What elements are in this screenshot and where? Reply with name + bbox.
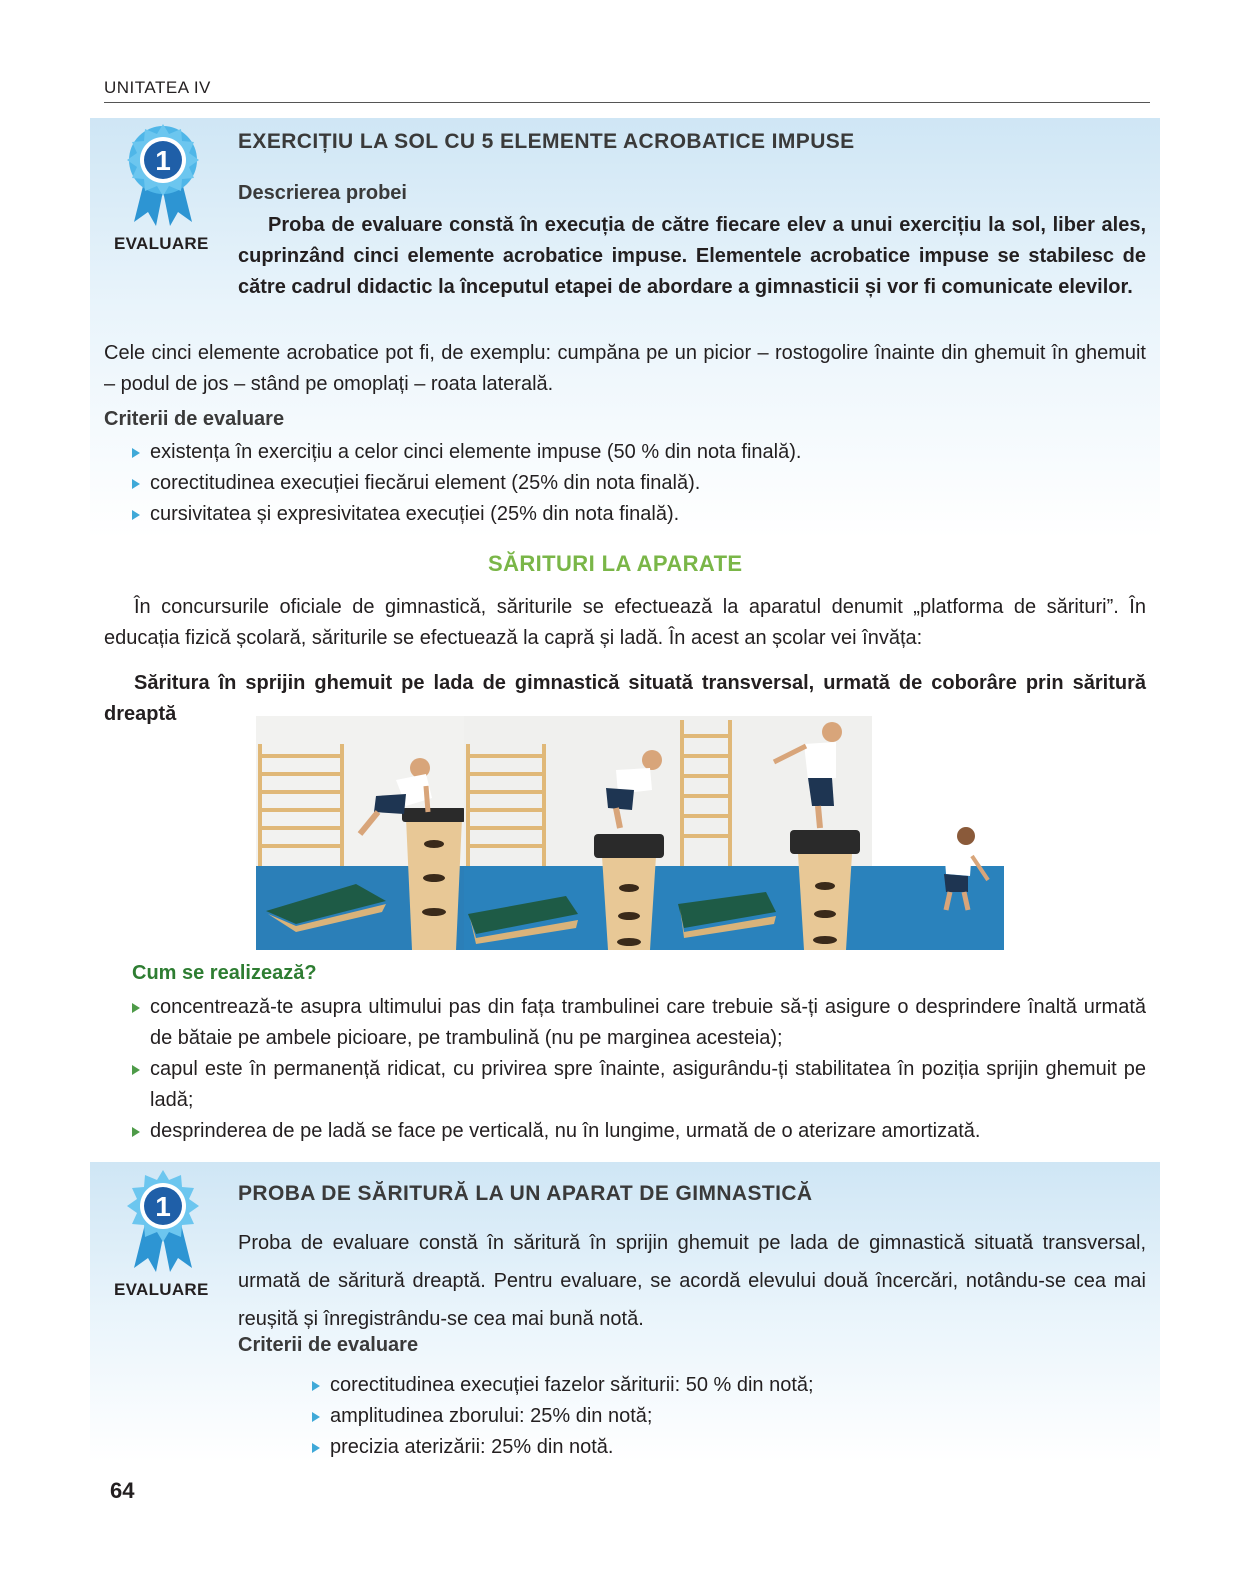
list-item: amplitudinea zborului: 25% din notă;	[312, 1401, 1112, 1432]
list-item: existența în exercițiu a celor cinci elemente impuse (50 % din nota finală).	[132, 437, 1132, 468]
list-item: corectitudinea execuției fazelor săriturii: 50 % din notă;	[312, 1370, 1112, 1401]
section-title-floor: EXERCIȚIU LA SOL CU 5 ELEMENTE ACROBATICE IMPUSE	[238, 130, 855, 153]
bullet-triangle-icon	[312, 1412, 320, 1422]
list-item: capul este în permanență ridicat, cu privirea spre înainte, asigurându-ți stabilitatea în poziția sprijin ghemuit pe ladă;	[132, 1054, 1146, 1116]
criteria-heading: Criterii de evaluare	[238, 1334, 419, 1356]
how-list	[132, 992, 1146, 1147]
description-heading: Descrierea probei	[238, 182, 407, 204]
bullet-triangle-icon	[132, 1065, 140, 1075]
list-item: corectitudinea execuției fiecărui element (25% din nota finală).	[132, 468, 1132, 499]
list-item: desprinderea de pe ladă se face pe verticală, nu în lungime, urmată de o aterizare amortizată.	[132, 1116, 1146, 1147]
jump-test-text: Proba de evaluare constă în săritură în sprijin ghemuit pe lada de gimnastică situată transversal, urmată de săritură dreaptă. Pentru evaluare, se acordă elevului două încercări, notându-se cea mai reușită și înregistrându-se cea mai bună notă.	[238, 1232, 1146, 1330]
bullet-triangle-icon	[132, 448, 140, 458]
list-item: cursivitatea și expresivitatea execuției (25% din nota finală).	[132, 499, 1132, 530]
bullet-triangle-icon	[132, 510, 140, 520]
example-text: Cele cinci elemente acrobatice pot fi, de exemplu: cumpăna pe un picior – rostogolire înainte din ghemuit în ghemuit – podul de jos – stând pe omoplați – roata laterală.	[104, 342, 1146, 395]
page-header	[104, 78, 1150, 103]
criteria-list	[312, 1370, 1112, 1463]
how-heading: Cum se realizează?	[132, 962, 317, 984]
badge-number: 1	[155, 1191, 171, 1222]
list-item: precizia aterizării: 25% din notă.	[312, 1432, 1112, 1463]
jump-title: Săritura în sprijin ghemuit pe lada de gimnastică situată transversal, urmată de coborâre prin săritură dreaptă	[104, 672, 1146, 725]
list-item: concentrează-te asupra ultimului pas din fața trambulinei care trebuie să-ți asigure o desprindere înaltă urmată de bătaie pe ambele picioare, pe trambulină (nu pe marginea acesteia);	[132, 992, 1146, 1054]
bullet-triangle-icon	[312, 1381, 320, 1391]
section-title-jumps: SĂRITURI LA APARATE	[488, 551, 743, 576]
award-ribbon-icon	[124, 1170, 202, 1278]
badge-number: 1	[155, 145, 171, 176]
award-ribbon-icon	[124, 124, 202, 232]
bullet-triangle-icon	[132, 1003, 140, 1013]
badge-label: EVALUARE	[114, 1280, 209, 1299]
criteria-list	[132, 437, 1132, 530]
jump-sequence-photo	[256, 716, 1004, 950]
jumps-intro: În concursurile oficiale de gimnastică, săriturile se efectuează la aparatul denumit „platforma de sărituri”. În educația fizică școlară, săriturile se efectuează la capră și ladă. În acest an școlar vei învăța:	[104, 596, 1146, 649]
section-title-jump-test: PROBA DE SĂRITURĂ LA UN APARAT DE GIMNASTICĂ	[238, 1182, 813, 1205]
criteria-heading: Criterii de evaluare	[104, 408, 285, 430]
bullet-triangle-icon	[312, 1443, 320, 1453]
description-text: Proba de evaluare constă în execuția de către fiecare elev a unui exercițiu la sol, liber ales, cuprinzând cinci elemente acrobatice impuse. Elementele acrobatice impuse se stabilesc de către cadrul didactic la începutul etapei de abordare a gimnasticii și vor fi comunicate elevilor.	[238, 214, 1146, 298]
page-number: 64	[110, 1478, 135, 1503]
badge-label: EVALUARE	[114, 234, 209, 253]
unit-label: UNITATEA IV	[104, 78, 211, 97]
bullet-triangle-icon	[132, 1127, 140, 1137]
bullet-triangle-icon	[132, 479, 140, 489]
